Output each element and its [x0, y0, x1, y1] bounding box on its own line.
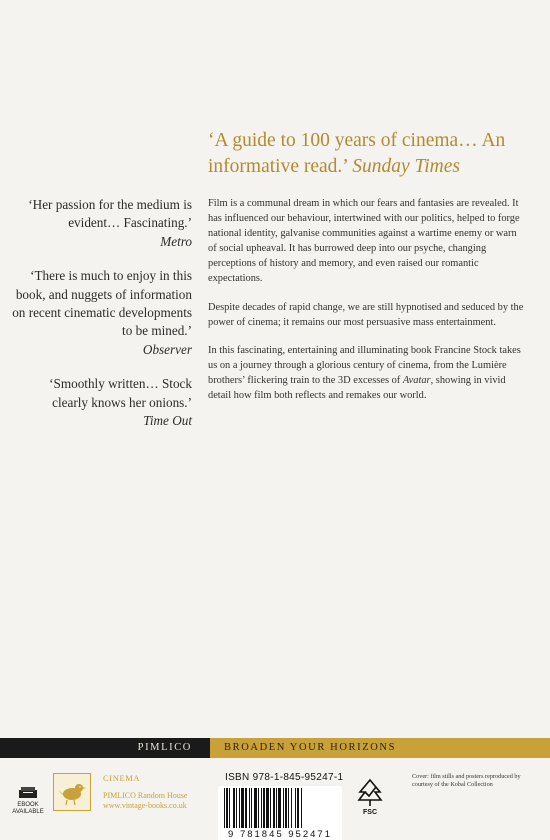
imprint-band — [0, 738, 550, 758]
ebook-badge — [10, 786, 46, 816]
ebook-line-1: EBOOK — [17, 802, 39, 808]
quote-text: ‘There is much to enjoy in this book, and nuggets of information on recent cinematic developments to be mined.’ — [12, 268, 192, 339]
publisher-info — [103, 773, 187, 811]
barcode — [218, 786, 342, 840]
review-quotes — [12, 196, 192, 446]
review-quote — [12, 375, 192, 430]
footer — [0, 758, 550, 840]
quote-text: ‘Smoothly written… Stock clearly knows her onions.’ — [49, 376, 192, 410]
pimlico-logo — [53, 773, 91, 811]
fsc-label: FSC — [363, 809, 377, 816]
imprint-name: PIMLICO — [0, 738, 210, 758]
quote-source: Time Out — [143, 413, 192, 429]
headline-source: Sunday Times — [352, 156, 460, 177]
ebook-icon — [17, 786, 39, 800]
barcode-bars — [218, 786, 342, 830]
publisher-name: PIMLICO Random House — [103, 791, 188, 800]
fsc-mark — [352, 778, 388, 816]
blurb — [208, 196, 526, 416]
headline-quote — [208, 128, 528, 180]
quote-text: ‘Her passion for the medium is evident… Fascinating.’ — [28, 197, 192, 231]
quote-source: Observer — [142, 341, 192, 357]
tree-check-icon — [356, 778, 384, 808]
blurb-paragraph-2: Despite decades of rapid change, we are still hypnotised and seduced by the power of cinema; it remains our most persuasive mass entertainment. — [208, 301, 524, 328]
category-label: CINEMA — [103, 773, 141, 783]
review-quote — [12, 196, 192, 251]
ebook-line-2: AVAILABLE — [12, 809, 44, 815]
publisher-website: www.vintage-books.co.uk — [103, 801, 187, 810]
blurb-paragraph-3 — [208, 343, 526, 403]
film-title: Avatar — [402, 374, 431, 386]
quote-source: Metro — [160, 233, 192, 249]
cover-credit: Cover: film stills and posters reproduced by courtesy of the Kobal Collection — [412, 773, 521, 788]
blurb-text: In this fascinating, entertaining and illuminating book Francine Stock takes us on a journey through a glorious century of cinema, from the Lumière brothers’ flickering train to the 3D excesses of — [208, 344, 521, 386]
imprint-slogan: BROADEN YOUR HORIZONS — [210, 738, 550, 758]
headline-text: ‘A guide to 100 years of cinema… An informative read.’ — [208, 130, 506, 177]
blurb-paragraph-1: Film is a communal dream in which our fears and fantasies are revealed. It has influenced our behaviour, intertwined with our politics, helped to forge national identity, galvanise communities against a wartime enemy or warn of social upheaval. It has burrowed deep into our psyche, changing perceptions of history and memory, and even raised our romantic expectations. — [208, 198, 520, 285]
review-quote — [12, 267, 192, 359]
isbn-label: ISBN 978-1-845-95247-1 — [225, 772, 344, 783]
barcode-number: 9 781845 952471 — [228, 829, 332, 840]
bird-icon — [54, 774, 90, 810]
blurb-text: , showing in vivid detail how film both reflects and remakes our world. — [208, 374, 506, 402]
